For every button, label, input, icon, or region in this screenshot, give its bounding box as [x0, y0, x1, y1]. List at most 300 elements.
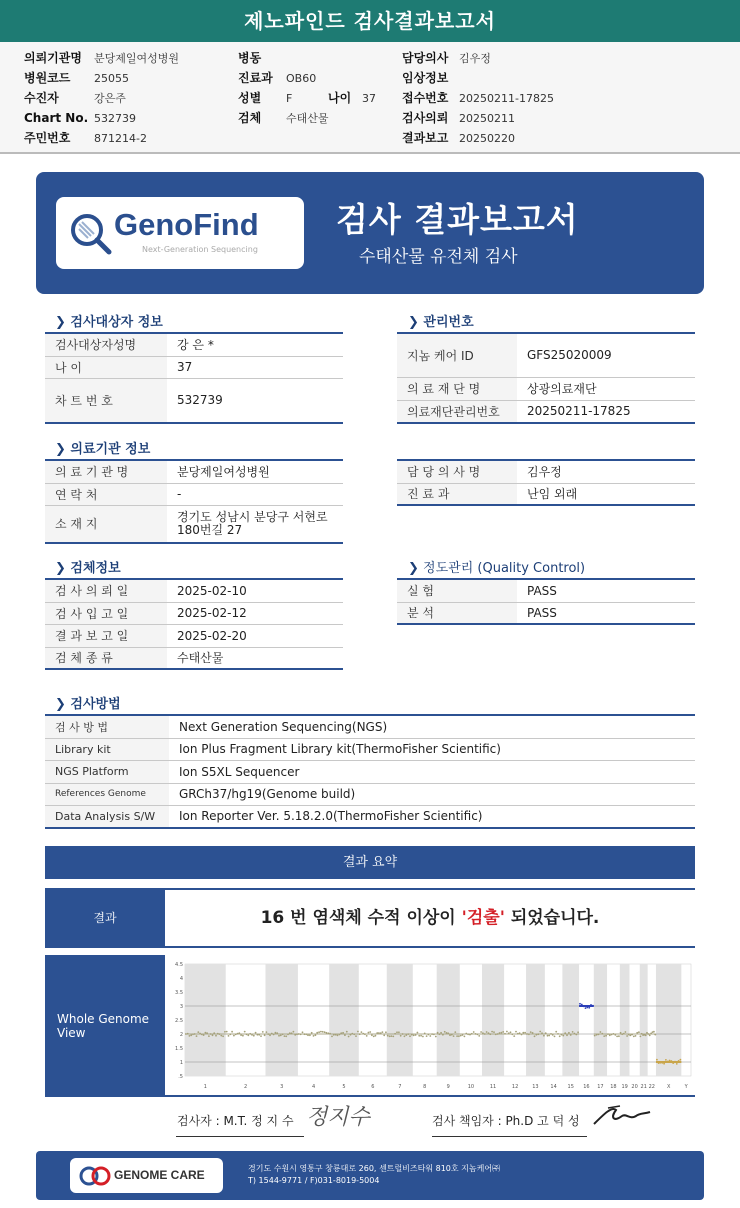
data-point	[577, 1031, 579, 1033]
data-point	[326, 1032, 328, 1034]
data-point	[382, 1031, 384, 1033]
field-label: 결 과 보 고 일	[45, 624, 167, 647]
data-point	[280, 1035, 282, 1037]
chief-label: 검사 책임자 : Ph.D 고 덕 성	[432, 1114, 580, 1128]
data-point	[548, 1035, 550, 1037]
field-value: Ion Plus Fragment Library kit(ThermoFisher Scientific)	[169, 738, 695, 760]
logo-subtext: Next-Generation Sequencing	[142, 245, 258, 254]
field-value: 강 은 *	[167, 333, 343, 356]
whole-genome-label: Whole Genome View	[45, 955, 165, 1095]
header-value: 강은주	[94, 92, 126, 105]
data-point	[318, 1031, 320, 1033]
field-value: 2025-02-12	[167, 602, 343, 624]
data-point	[307, 1034, 309, 1036]
field-value: PASS	[517, 579, 695, 602]
field-value: 상광의료재단	[517, 377, 695, 400]
x-tick-label: 20	[631, 1084, 638, 1090]
field-label: 의 료 기 관 명	[45, 460, 167, 483]
header-key: 임상정보	[402, 71, 449, 85]
data-point	[413, 1035, 415, 1037]
field-value: 2025-02-20	[167, 624, 343, 647]
chevron-right-icon: ❯	[408, 561, 424, 576]
data-point	[385, 1031, 387, 1033]
x-tick-label: 3	[280, 1084, 284, 1090]
data-point	[600, 1031, 602, 1033]
chromosome-band	[437, 964, 460, 1076]
data-point	[398, 1031, 400, 1033]
header-key: 결과보고	[402, 131, 449, 145]
data-point	[609, 1034, 611, 1036]
data-point	[486, 1031, 488, 1033]
x-tick-label: 18	[610, 1084, 617, 1090]
x-tick-label: 19	[621, 1084, 628, 1090]
header-col3	[402, 51, 554, 151]
age-label: 나이	[328, 91, 352, 105]
data-point	[636, 1032, 638, 1034]
data-point	[392, 1036, 394, 1038]
data-point	[220, 1035, 222, 1037]
x-tick-label: 6	[371, 1084, 375, 1090]
x-tick-label: 11	[489, 1084, 497, 1090]
data-point	[366, 1035, 368, 1037]
data-point	[231, 1031, 233, 1033]
data-point	[264, 1034, 266, 1036]
field-value: 난임 외래	[517, 483, 695, 505]
data-point	[302, 1031, 304, 1033]
data-point	[197, 1031, 199, 1033]
data-point	[510, 1031, 512, 1033]
data-point	[331, 1036, 333, 1038]
data-point	[228, 1035, 230, 1037]
examiner-label: 검사자 : M.T. 정 지 수	[177, 1114, 294, 1128]
data-point	[226, 1031, 228, 1033]
data-point	[676, 1063, 678, 1065]
result-text	[165, 890, 695, 946]
data-point	[629, 1035, 631, 1037]
patient-header	[0, 42, 740, 154]
data-point	[262, 1031, 264, 1033]
header-key: 진료과	[238, 71, 273, 85]
field-value: Next Generation Sequencing(NGS)	[169, 715, 695, 738]
field-label: Library kit	[45, 738, 169, 760]
chromosome-band	[329, 964, 359, 1076]
data-point	[342, 1032, 344, 1034]
data-point	[389, 1035, 391, 1037]
chromosome-band	[185, 964, 226, 1076]
data-point	[426, 1035, 428, 1037]
data-point	[205, 1032, 207, 1034]
x-tick-label: 2	[244, 1084, 248, 1090]
data-point	[513, 1035, 515, 1037]
y-tick-label: 1.5	[175, 1046, 183, 1052]
section-qc-title: ❯ 정도관리 (Quality Control)	[408, 561, 586, 576]
data-point	[369, 1031, 371, 1033]
data-point	[189, 1035, 191, 1037]
data-point	[543, 1035, 545, 1037]
section-subject-title: ❯ 검사대상자 정보	[55, 315, 163, 330]
data-point	[278, 1035, 280, 1037]
data-point	[337, 1035, 339, 1037]
data-point	[391, 1035, 393, 1037]
header-value: 25055	[94, 72, 129, 85]
y-tick-label: 3.5	[175, 990, 183, 996]
field-label: 검 체 종 류	[45, 647, 167, 669]
y-tick-label: .5	[178, 1074, 183, 1080]
data-point	[530, 1031, 532, 1033]
banner-title: 검사 결과보고서	[336, 200, 579, 239]
subject-table	[45, 332, 343, 424]
field-label: 진 료 과	[397, 483, 517, 505]
examiner-signature: 정지수	[306, 1105, 370, 1130]
field-value: Ion S5XL Sequencer	[169, 760, 695, 783]
field-value: Ion Reporter Ver. 5.18.2.0(ThermoFisher Scientific)	[169, 805, 695, 828]
data-point	[396, 1031, 398, 1033]
data-point	[203, 1034, 205, 1036]
data-point	[435, 1036, 437, 1038]
data-point	[638, 1031, 640, 1033]
field-label: 소 재 지	[45, 505, 167, 543]
whole-genome-chart	[169, 958, 695, 1094]
chief-signature-icon	[590, 1100, 654, 1130]
field-label: 검 사 입 고 일	[45, 602, 167, 624]
data-point	[501, 1032, 503, 1034]
data-point	[375, 1035, 377, 1037]
data-point	[313, 1035, 315, 1037]
data-point	[618, 1035, 620, 1037]
banner-subtitle: 수태산물 유전체 검사	[359, 247, 518, 267]
data-point	[215, 1035, 217, 1037]
data-point	[196, 1035, 198, 1037]
data-point	[344, 1034, 346, 1036]
data-point	[224, 1031, 226, 1033]
y-tick-label: 4.5	[175, 962, 183, 968]
field-label: 의료재단관리번호	[397, 400, 517, 423]
data-point	[579, 1003, 581, 1005]
data-point	[437, 1032, 439, 1034]
header-value: 분당제일여성병원	[94, 52, 180, 65]
x-tick-label: 4	[311, 1084, 316, 1090]
header-key: 담당의사	[402, 51, 449, 65]
data-point	[680, 1059, 682, 1061]
data-point	[460, 1035, 462, 1037]
data-point	[568, 1032, 570, 1034]
chevron-right-icon: ❯	[55, 315, 71, 330]
result-label: 결과	[45, 890, 165, 946]
footer-phone-line: T) 1544-9771 / F)031-8019-5004	[248, 1176, 380, 1185]
data-point	[625, 1031, 627, 1033]
header-value: 871214-2	[94, 132, 147, 145]
data-point	[373, 1036, 375, 1038]
data-point	[444, 1031, 446, 1033]
x-tick-label: 21	[640, 1084, 647, 1090]
field-value: 2025-02-10	[167, 579, 343, 602]
x-tick-label: 5	[342, 1084, 346, 1090]
data-point	[605, 1035, 607, 1037]
data-point	[269, 1034, 271, 1036]
field-label: 실 험	[397, 579, 517, 602]
header-col1	[24, 51, 179, 151]
data-point	[464, 1036, 466, 1038]
data-point	[233, 1035, 235, 1037]
field-label: 검 사 방 법	[45, 715, 169, 738]
data-point	[588, 1007, 590, 1009]
data-point	[524, 1032, 526, 1034]
section-mgmt-title: ❯ 관리번호	[408, 315, 474, 330]
data-point	[422, 1036, 424, 1038]
data-point	[420, 1035, 422, 1037]
field-label: 나 이	[45, 356, 167, 378]
data-point	[324, 1031, 326, 1033]
data-point	[620, 1032, 622, 1034]
data-point	[473, 1031, 475, 1033]
field-value: 수태산물	[167, 647, 343, 669]
method-table	[45, 714, 695, 829]
data-point	[244, 1031, 246, 1033]
field-label: References Genome	[45, 783, 169, 805]
field-label: Data Analysis S/W	[45, 805, 169, 828]
data-point	[417, 1032, 419, 1034]
header-value: 532739	[94, 112, 136, 125]
data-point	[190, 1034, 192, 1036]
data-point	[409, 1035, 411, 1037]
magnifier-icon	[68, 211, 114, 257]
data-point	[453, 1035, 455, 1037]
data-point	[320, 1031, 322, 1033]
age-value: 37	[362, 92, 376, 105]
data-point	[547, 1035, 549, 1037]
data-point	[242, 1035, 244, 1037]
x-tick-label: X	[666, 1084, 671, 1090]
data-point	[603, 1035, 605, 1037]
chromosome-band	[656, 964, 681, 1076]
header-value: F	[286, 92, 293, 105]
footer-address	[248, 1163, 500, 1187]
data-point	[534, 1035, 536, 1037]
mgmt-table	[397, 332, 695, 424]
field-label: 담 당 의 사 명	[397, 460, 517, 483]
data-point	[532, 1032, 534, 1034]
field-label: 분 석	[397, 602, 517, 624]
x-tick-label: 16	[583, 1084, 590, 1090]
chevron-right-icon: ❯	[55, 561, 71, 576]
genome-care-logo-icon	[78, 1165, 114, 1187]
data-point	[616, 1036, 618, 1038]
field-value: GFS25020009	[517, 333, 695, 377]
data-point	[222, 1035, 224, 1037]
header-value: 김우정	[459, 52, 491, 65]
footer-logo-text: GENOME CARE	[114, 1168, 205, 1182]
section-institution-title: ❯ 의료기관 정보	[55, 442, 151, 457]
data-point	[405, 1034, 407, 1036]
data-point	[554, 1036, 556, 1038]
data-point	[502, 1031, 504, 1033]
x-tick-label: 15	[567, 1084, 574, 1090]
data-point	[506, 1031, 508, 1033]
field-value: 20250211-17825	[517, 400, 695, 423]
x-tick-label: 7	[398, 1084, 402, 1090]
chevron-right-icon: ❯	[55, 442, 71, 457]
x-tick-label: 9	[446, 1084, 450, 1090]
data-point	[649, 1035, 651, 1037]
data-point	[653, 1031, 655, 1033]
header-key: 성별	[238, 91, 262, 105]
summary-bar: 결과 요약	[45, 846, 695, 879]
field-value: PASS	[517, 602, 695, 624]
chromosome-band	[562, 964, 579, 1076]
result-highlight: '검출'	[461, 908, 505, 928]
data-point	[275, 1032, 277, 1034]
data-point	[559, 1035, 561, 1037]
data-point	[555, 1031, 557, 1033]
data-point	[458, 1035, 460, 1037]
chevron-right-icon: ❯	[408, 315, 424, 330]
data-point	[315, 1034, 317, 1036]
chromosome-band	[620, 964, 630, 1076]
data-point	[387, 1035, 389, 1037]
institution-table	[45, 459, 343, 544]
data-point	[371, 1034, 373, 1036]
data-point	[418, 1035, 420, 1037]
data-point	[253, 1035, 255, 1037]
data-point	[357, 1031, 359, 1033]
data-point	[635, 1035, 637, 1037]
data-point	[446, 1032, 448, 1034]
data-point	[515, 1031, 517, 1033]
y-tick-label: 4	[179, 976, 183, 982]
genome-care-logo	[70, 1158, 223, 1193]
data-point	[311, 1032, 313, 1034]
data-point	[480, 1031, 482, 1033]
data-point	[266, 1031, 268, 1033]
data-point	[656, 1059, 658, 1061]
data-point	[665, 1059, 667, 1061]
data-point	[316, 1032, 318, 1034]
data-point	[539, 1031, 541, 1033]
data-point	[663, 1063, 665, 1065]
field-value: GRCh37/hg19(Genome build)	[169, 783, 695, 805]
x-tick-label: 14	[550, 1084, 557, 1090]
data-point	[491, 1031, 493, 1033]
header-key: Chart No.	[24, 111, 89, 125]
y-tick-label: 3	[179, 1004, 183, 1010]
data-point	[260, 1035, 262, 1037]
signature-line	[432, 1136, 587, 1137]
header-key: 검체	[238, 111, 262, 125]
data-point	[208, 1035, 210, 1037]
specimen-table	[45, 578, 343, 670]
institution-right-table	[397, 459, 695, 506]
field-value: 김우정	[517, 460, 695, 483]
chromosome-band	[482, 964, 504, 1076]
field-label: 검 사 의 뢰 일	[45, 579, 167, 602]
report-banner	[36, 172, 704, 294]
data-point	[645, 1035, 647, 1037]
x-tick-label: 10	[467, 1084, 475, 1090]
x-tick-label: Y	[684, 1084, 688, 1090]
data-point	[309, 1034, 311, 1036]
data-point	[361, 1031, 363, 1033]
x-tick-label: 13	[532, 1084, 539, 1090]
data-point	[284, 1035, 286, 1037]
page-title: 제노파인드 검사결과보고서	[0, 0, 740, 42]
data-point	[449, 1034, 451, 1036]
data-point	[562, 1035, 564, 1037]
data-point	[355, 1035, 357, 1037]
result-post: 되었습니다.	[504, 908, 600, 928]
data-point	[454, 1031, 456, 1033]
data-point	[383, 1035, 385, 1037]
header-value: 수태산물	[286, 112, 329, 125]
data-point	[585, 1007, 587, 1009]
x-tick-label: 1	[203, 1084, 207, 1090]
field-label: 차 트 번 호	[45, 378, 167, 423]
data-point	[404, 1035, 406, 1037]
header-key: 접수번호	[402, 91, 449, 105]
x-tick-label: 8	[423, 1084, 427, 1090]
chromosome-band	[640, 964, 648, 1076]
x-tick-label: 22	[648, 1084, 655, 1090]
data-point	[640, 1036, 642, 1038]
data-point	[255, 1032, 257, 1034]
chromosome-band	[526, 964, 545, 1076]
header-key: 검사의뢰	[402, 111, 449, 125]
field-label: NGS Platform	[45, 760, 169, 783]
qc-table	[397, 578, 695, 625]
signature-line	[176, 1136, 304, 1137]
y-tick-label: 1	[179, 1060, 183, 1066]
data-point	[348, 1036, 350, 1038]
data-point	[322, 1031, 324, 1033]
field-label: 의 료 재 단 명	[397, 377, 517, 400]
field-value: 분당제일여성병원	[167, 460, 343, 483]
chromosome-band	[594, 964, 607, 1076]
data-point	[522, 1032, 524, 1034]
header-key: 주민번호	[24, 131, 71, 145]
section-method-title: ❯ 검사방법	[55, 697, 121, 712]
data-point	[247, 1034, 249, 1036]
header-col2	[238, 51, 376, 131]
field-value: 532739	[167, 378, 343, 423]
footer	[36, 1151, 704, 1200]
chromosome-band	[387, 964, 413, 1076]
field-value: -	[167, 483, 343, 505]
data-point	[478, 1035, 480, 1037]
chevron-right-icon: ❯	[55, 697, 71, 712]
header-key: 수진자	[24, 91, 59, 105]
field-label: 연 락 처	[45, 483, 167, 505]
field-label: 지놈 케어 ID	[397, 333, 517, 377]
data-point	[346, 1031, 348, 1033]
data-point	[212, 1034, 214, 1036]
data-point	[572, 1031, 574, 1033]
header-value: 20250211	[459, 112, 515, 125]
header-key: 병동	[238, 51, 262, 65]
data-point	[293, 1031, 295, 1033]
field-label: 검사대상자성명	[45, 333, 167, 356]
header-value: OB60	[286, 72, 317, 85]
data-point	[456, 1035, 458, 1037]
data-point	[493, 1031, 495, 1033]
data-point	[285, 1035, 287, 1037]
chromosome-band	[266, 964, 298, 1076]
header-key: 병원코드	[24, 71, 71, 85]
y-tick-label: 2.5	[175, 1018, 183, 1024]
field-value: 37	[167, 356, 343, 378]
header-key: 의뢰기관명	[24, 51, 82, 65]
result-pre: 16 번 염색체 수적 이상이	[260, 908, 462, 928]
logo-text: GenoFind	[114, 207, 259, 242]
data-point	[566, 1034, 568, 1036]
